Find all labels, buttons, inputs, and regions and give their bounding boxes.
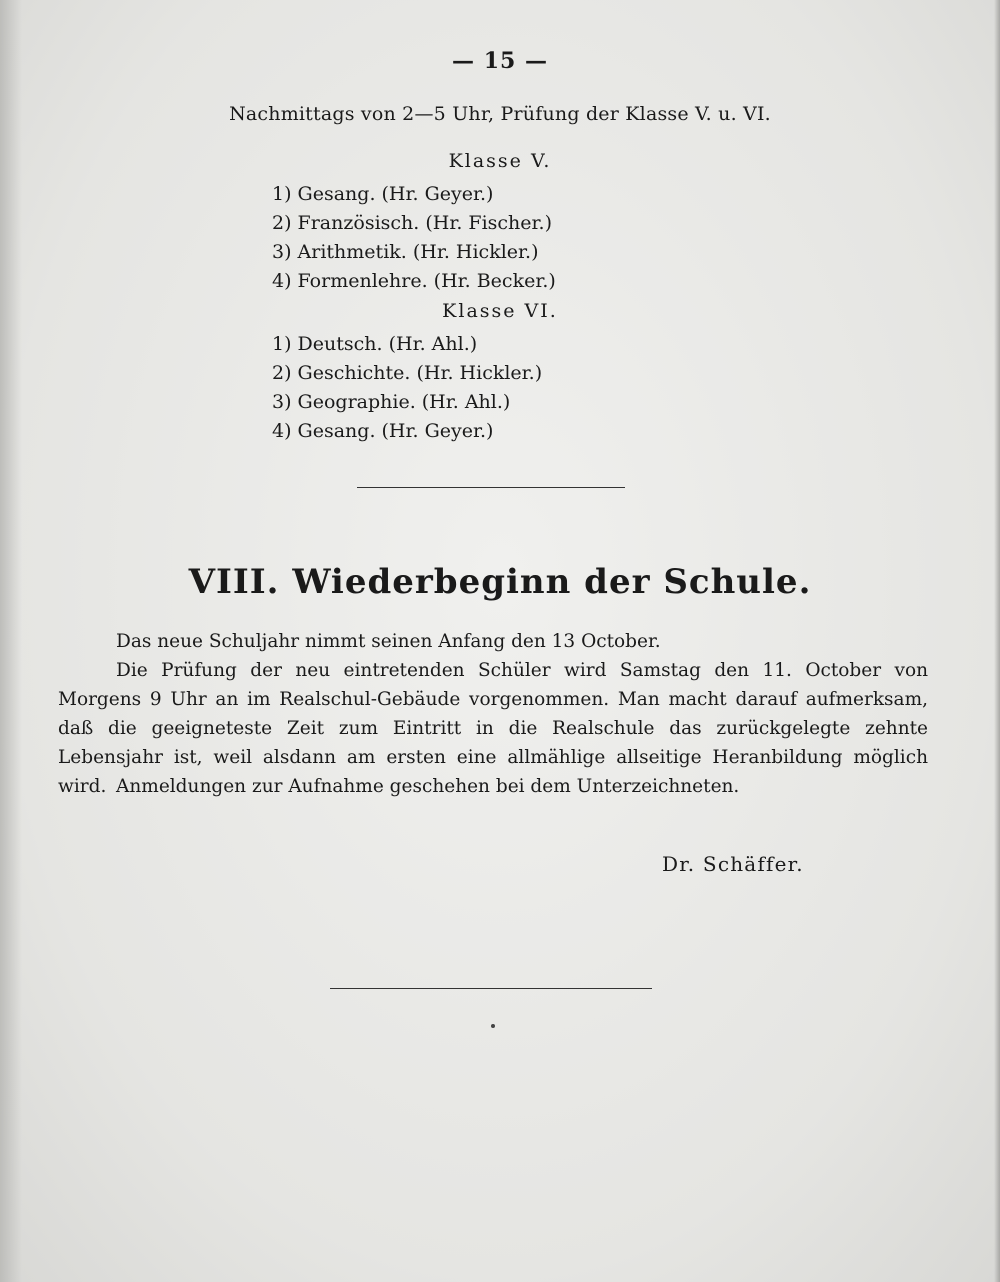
schedule-line: Nachmittags von 2—5 Uhr, Prüfung der Klasse V. u. VI. bbox=[229, 103, 771, 125]
paragraph: Das neue Schuljahr nimmt seinen Anfang den 13 October. bbox=[116, 631, 661, 652]
paragraph: Die Prüfung der neu eintretenden Schüler wird Samstag den 11. October von Morgens 9 Uhr an im Realschul-Gebäude vorgenommen. Man macht darauf aufmerksam, daß die geeigneteste Zeit zum Eintritt in die Realschule das zurückgelegte zehnte Lebensjahr ist, weil alsdann am ersten eine allmählige allseitige Heranbildung möglich wird. bbox=[58, 660, 928, 797]
list-item: 4) Formenlehre. (Hr. Becker.) bbox=[272, 270, 556, 292]
klasse-v-list bbox=[272, 180, 556, 296]
klasse-vi-list bbox=[272, 330, 542, 446]
page-number: — 15 — bbox=[452, 48, 548, 74]
signature: Dr. Schäffer. bbox=[662, 852, 804, 876]
list-item: 2) Französisch. (Hr. Fischer.) bbox=[272, 212, 552, 234]
divider-rule bbox=[357, 487, 625, 488]
list-item: 1) Deutsch. (Hr. Ahl.) bbox=[272, 333, 478, 355]
page-edge bbox=[994, 0, 1000, 1282]
list-item: 4) Gesang. (Hr. Geyer.) bbox=[272, 420, 494, 442]
klasse-vi-title: Klasse VI. bbox=[442, 300, 558, 322]
list-item: 3) Arithmetik. (Hr. Hickler.) bbox=[272, 241, 539, 263]
klasse-v-title: Klasse V. bbox=[448, 150, 552, 172]
list-item: 2) Geschichte. (Hr. Hickler.) bbox=[272, 362, 543, 384]
list-item: 3) Geographie. (Hr. Ahl.) bbox=[272, 391, 511, 413]
divider-rule bbox=[330, 988, 652, 989]
binding-shadow bbox=[0, 0, 22, 1282]
list-item: 1) Gesang. (Hr. Geyer.) bbox=[272, 183, 494, 205]
ink-speck bbox=[491, 1024, 495, 1028]
paragraph: Anmeldungen zur Aufnahme geschehen bei dem Unterzeichneten. bbox=[116, 776, 740, 797]
section-heading: VIII. Wiederbeginn der Schule. bbox=[188, 562, 812, 602]
